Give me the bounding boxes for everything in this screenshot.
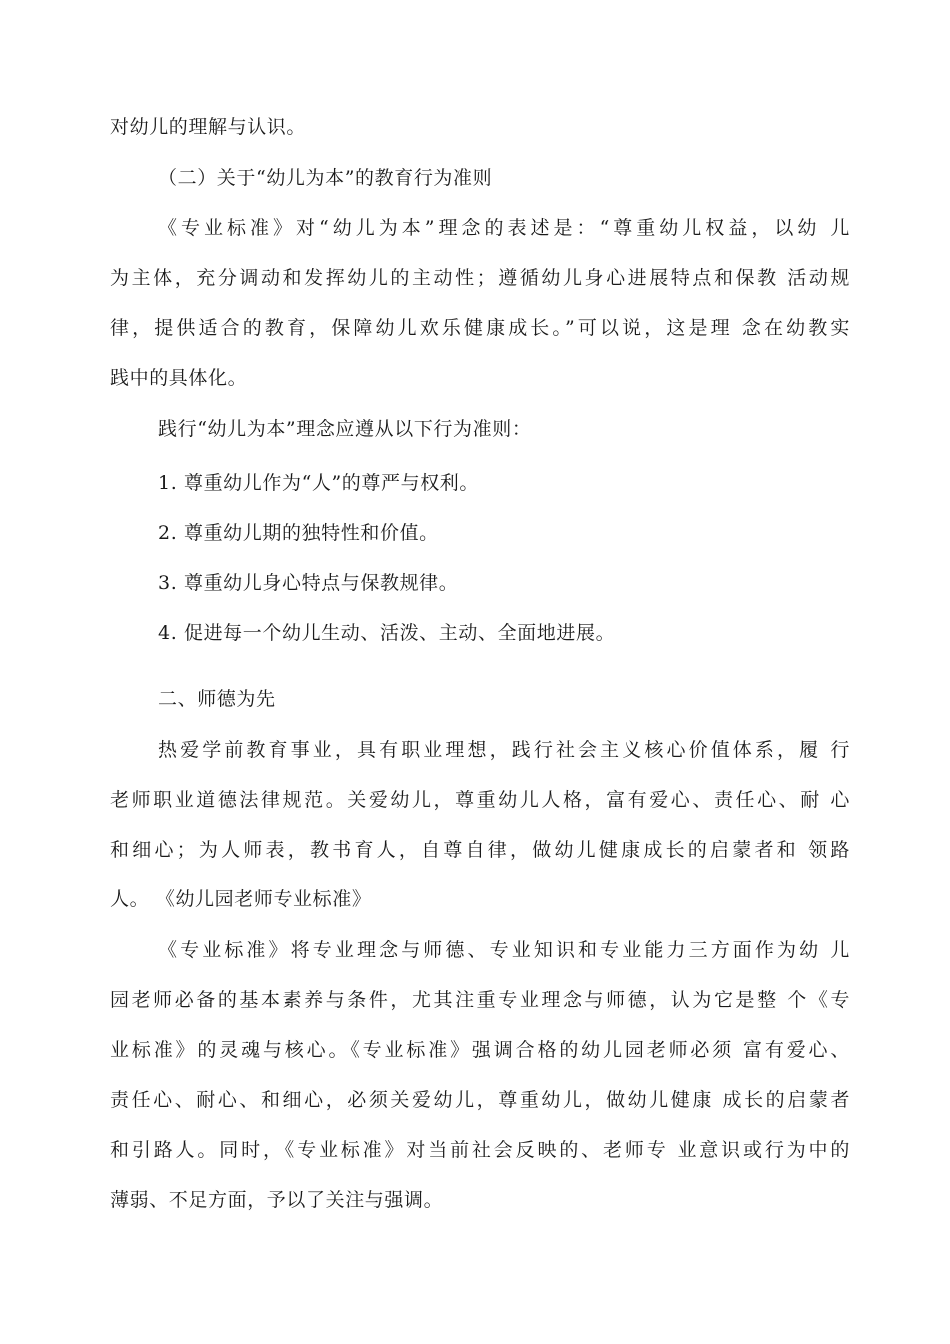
paragraph-line: 人。 《幼儿园老师专业标准》 [110, 888, 372, 910]
paragraph-line: 园老师必备的基本素养与条件，尤其注重专业理念与师德，认为它是整 个《专 [110, 989, 850, 1011]
paragraph-line: 热爱学前教育事业，具有职业理想，践行社会主义核心价值体系，履 行 [158, 739, 850, 761]
paragraph-line: 责任心、耐心、和细心，必须关爱幼儿，尊重幼儿，做幼儿健康 成长的启蒙者 [110, 1089, 850, 1111]
paragraph-line: 薄弱、不足方面，予以了关注与强调。 [110, 1189, 444, 1211]
paragraph-line: 业标准》的灵魂与核心。《专业标准》强调合格的幼儿园老师必须 富有爱心、 [110, 1039, 850, 1061]
section-heading: （二）关于“幼儿为本”的教育行为准则 [158, 167, 493, 189]
paragraph-line: 律，提供适合的教育，保障幼儿欢乐健康成长。”可以说，这是理 念在幼教实 [110, 317, 850, 339]
paragraph-line: 老师职业道德法律规范。关爱幼儿，尊重幼儿人格，富有爱心、责任心、耐 心 [110, 789, 850, 811]
list-item: 1. 尊重幼儿作为“人”的尊严与权利。 [158, 472, 479, 494]
paragraph-line: 和引路人。同时，《专业标准》对当前社会反映的、老师专 业意识或行为中的 [110, 1139, 850, 1161]
paragraph-line: 《专业标准》对“幼儿为本”理念的表述是：“尊重幼儿权益，以幼 儿 [158, 217, 850, 239]
list-item: 2. 尊重幼儿期的独特性和价值。 [158, 522, 439, 544]
paragraph-line: 对幼儿的理解与认识。 [110, 116, 307, 138]
list-item: 4. 促进每一个幼儿生动、活泼、主动、全面地进展。 [158, 622, 616, 644]
paragraph-line: 践行“幼儿为本”理念应遵从以下行为准则： [158, 418, 532, 440]
paragraph-line: 为主体，充分调动和发挥幼儿的主动性；遵循幼儿身心进展特点和保教 活动规 [110, 267, 850, 289]
paragraph-line: 践中的具体化。 [110, 367, 248, 389]
paragraph-line: 《专业标准》将专业理念与师德、专业知识和专业能力三方面作为幼 儿 [158, 939, 850, 961]
section-heading: 二、师德为先 [158, 688, 276, 710]
list-item: 3. 尊重幼儿身心特点与保教规律。 [158, 572, 459, 594]
paragraph-line: 和细心；为人师表，教书育人，自尊自律，做幼儿健康成长的启蒙者和 领路 [110, 839, 850, 861]
